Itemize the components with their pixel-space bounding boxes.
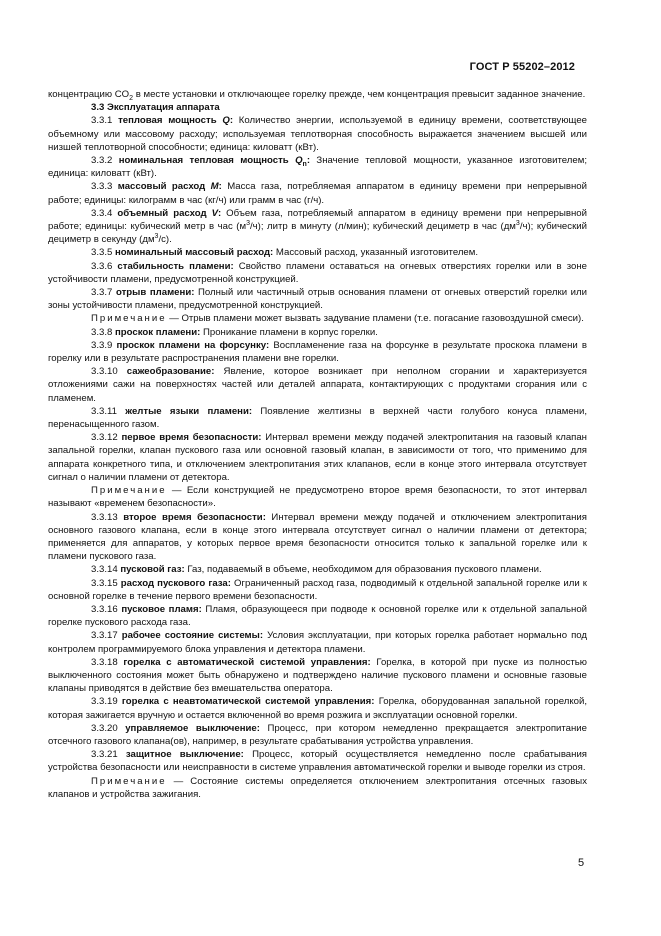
term-3-3-21: 3.3.21 защитное выключение: Процесс, который осуществляется немедленно после срабатывания устройства безопасности или неисправности в системе управления автоматической горелки и выводе горелки из строя. bbox=[48, 749, 587, 774]
term-3-3-12: 3.3.12 первое время безопасности: Интервал времени между подачей электропитания на газовый клапан запальной горелки, клапан пускового газа или основной газовый клапан, в зависимости от того, что применимо для аппарата конкретного типа, и отключением электропитания этих клапанов, если в конце этого интервала отсутствует сигнал о наличии пламени от детектора. bbox=[48, 432, 587, 483]
term-3-3-2: 3.3.2 номинальная тепловая мощность $Q_n$: Значение тепловой мощности, указанное изготовителем; единица: киловатт (кВт). bbox=[48, 155, 587, 180]
document-code: ГОСТ Р 55202–2012 bbox=[469, 61, 575, 73]
section-heading: 3.3 Эксплуатация аппарата bbox=[91, 102, 220, 114]
term-3-3-5: 3.3.5 номинальный массовый расход: Массовый расход, указанный изготовителем. bbox=[91, 247, 479, 259]
term-3-3-17: 3.3.17 рабочее состояние системы: Условия эксплуатации, при которых горелка работает нормально под контролем программируемого блока управления и детектора пламени. bbox=[48, 630, 587, 655]
term-3-3-14: 3.3.14 пусковой газ: Газ, подаваемый в объеме, необходимом для образования пускового пламени. bbox=[91, 564, 542, 576]
term-3-3-15: 3.3.15 расход пускового газа: Ограниченный расход газа, подводимый к отдельной запальной горелке или к основной горелке в течение первого времени безопасности. bbox=[48, 577, 587, 602]
term-3-3-9: 3.3.9 проскок пламени на форсунку: Воспламенение газа на форсунке в результате проскока пламени в горелку или в результате распространения пламени вне горелки. bbox=[48, 339, 587, 365]
term-3-3-6: 3.3.6 стабильность пламени: Свойство пламени оставаться на огневых отверстиях горелки или в зоне устойчивости пламени, предусмотренной конструкцией. bbox=[48, 260, 587, 285]
term-3-3-8: 3.3.8 проскок пламени: Проникание пламени в корпус горелки. bbox=[91, 326, 378, 338]
note-3: Примечание — Состояние системы определяется отключением электропитания отсечных газовых клапанов и устройства зажигания. bbox=[48, 775, 587, 800]
term-3-3-16: 3.3.16 пусковое пламя: Пламя, образующееся при подводе к основной горелке или к отдельной запальной горелке пускового расхода газа. bbox=[48, 603, 588, 629]
term-3-3-7: 3.3.7 отрыв пламени: Полный или частичный отрыв основания пламени от огневых отверстий горелки или зоны устойчивости пламени, предусмотренной конструкцией. bbox=[48, 287, 587, 312]
document-body bbox=[48, 88, 587, 801]
note-1: Примечание — Отрыв пламени может вызвать задувание пламени (т.е. погасание газовоздушной смеси). bbox=[91, 313, 584, 325]
paragraph-continuation: концентрацию $CO_2$ в месте установки и отключающее горелку прежде, чем концентрация превысит заданное значение. bbox=[48, 89, 586, 102]
term-3-3-10: 3.3.10 сажеобразование: Явление, которое возникает при неполном сгорании и характеризуется отложениями сажи на поверхностях частей или деталей аппарата, контактирующих с продуктами сгорания или с пламенем. bbox=[48, 366, 587, 404]
term-3-3-11: 3.3.11 желтые языки пламени: Появление желтизны в верхней части голубого конуса пламени, перенасыщенного газом. bbox=[48, 405, 587, 431]
term-3-3-13: 3.3.13 второе время безопасности: Интервал времени между подачей и отключением электропитания основного газового клапана, если в конце этого интервала отсутствует сигнал о наличии пламени от детектора; применяется для аппаратов, у которых первое время безопасности относится только к запальной горелке или к пламени пускового газа. bbox=[48, 511, 587, 563]
term-3-3-1: 3.3.1 тепловая мощность Q: Количество энергии, используемой в единицу времени, соответствующее объемному или массовому расходу; используемая теплотворная способность выражается значением высшей или низшей теплотворной способности; единица: киловатт (кВт). bbox=[48, 115, 587, 153]
term-3-3-19: 3.3.19 горелка с неавтоматической системой управления: Горелка, оборудованная запальной горелкой, которая зажигается вручную и остается включенной во время розжига и эксплуатации основной горелки. bbox=[48, 696, 587, 721]
term-3-3-20: 3.3.20 управляемое выключение: Процесс, при котором немедленно прекращается электропитание отсечного газового клапана(ов), например, в результате срабатывания устройства управления. bbox=[48, 722, 588, 747]
term-3-3-4: 3.3.4 объемный расход V: Объем газа, потребляемый аппаратом в единицу времени при непрерывной работе; единицы: кубический метр в час $(м^3/ч)$; литр в минуту (л/мин); кубический дециметр в час $(дм^3/ч)$; кубический дециметр в секунду $(дм^3/с)$. bbox=[48, 207, 587, 246]
term-3-3-18: 3.3.18 горелка с автоматической системой управления: Горелка, в которой при пуске из полностью выключенного состояния может быть обнаружено и подтверждено наличие пускового пламени и основные газовые клапаны приводятся в действие без вмешательства оператора. bbox=[48, 656, 587, 695]
note-2: Примечание — Если конструкцией не предусмотрено второе время безопасности, то этот интервал называют «временем безопасности». bbox=[48, 485, 587, 510]
page-number: 5 bbox=[578, 857, 585, 869]
term-3-3-3: 3.3.3 массовый расход M: Масса газа, потребляемая аппаратом в единицу времени при непрерывной работе; единицы: килограмм в час (кг/ч) или грамм в час (г/ч). bbox=[48, 181, 587, 206]
